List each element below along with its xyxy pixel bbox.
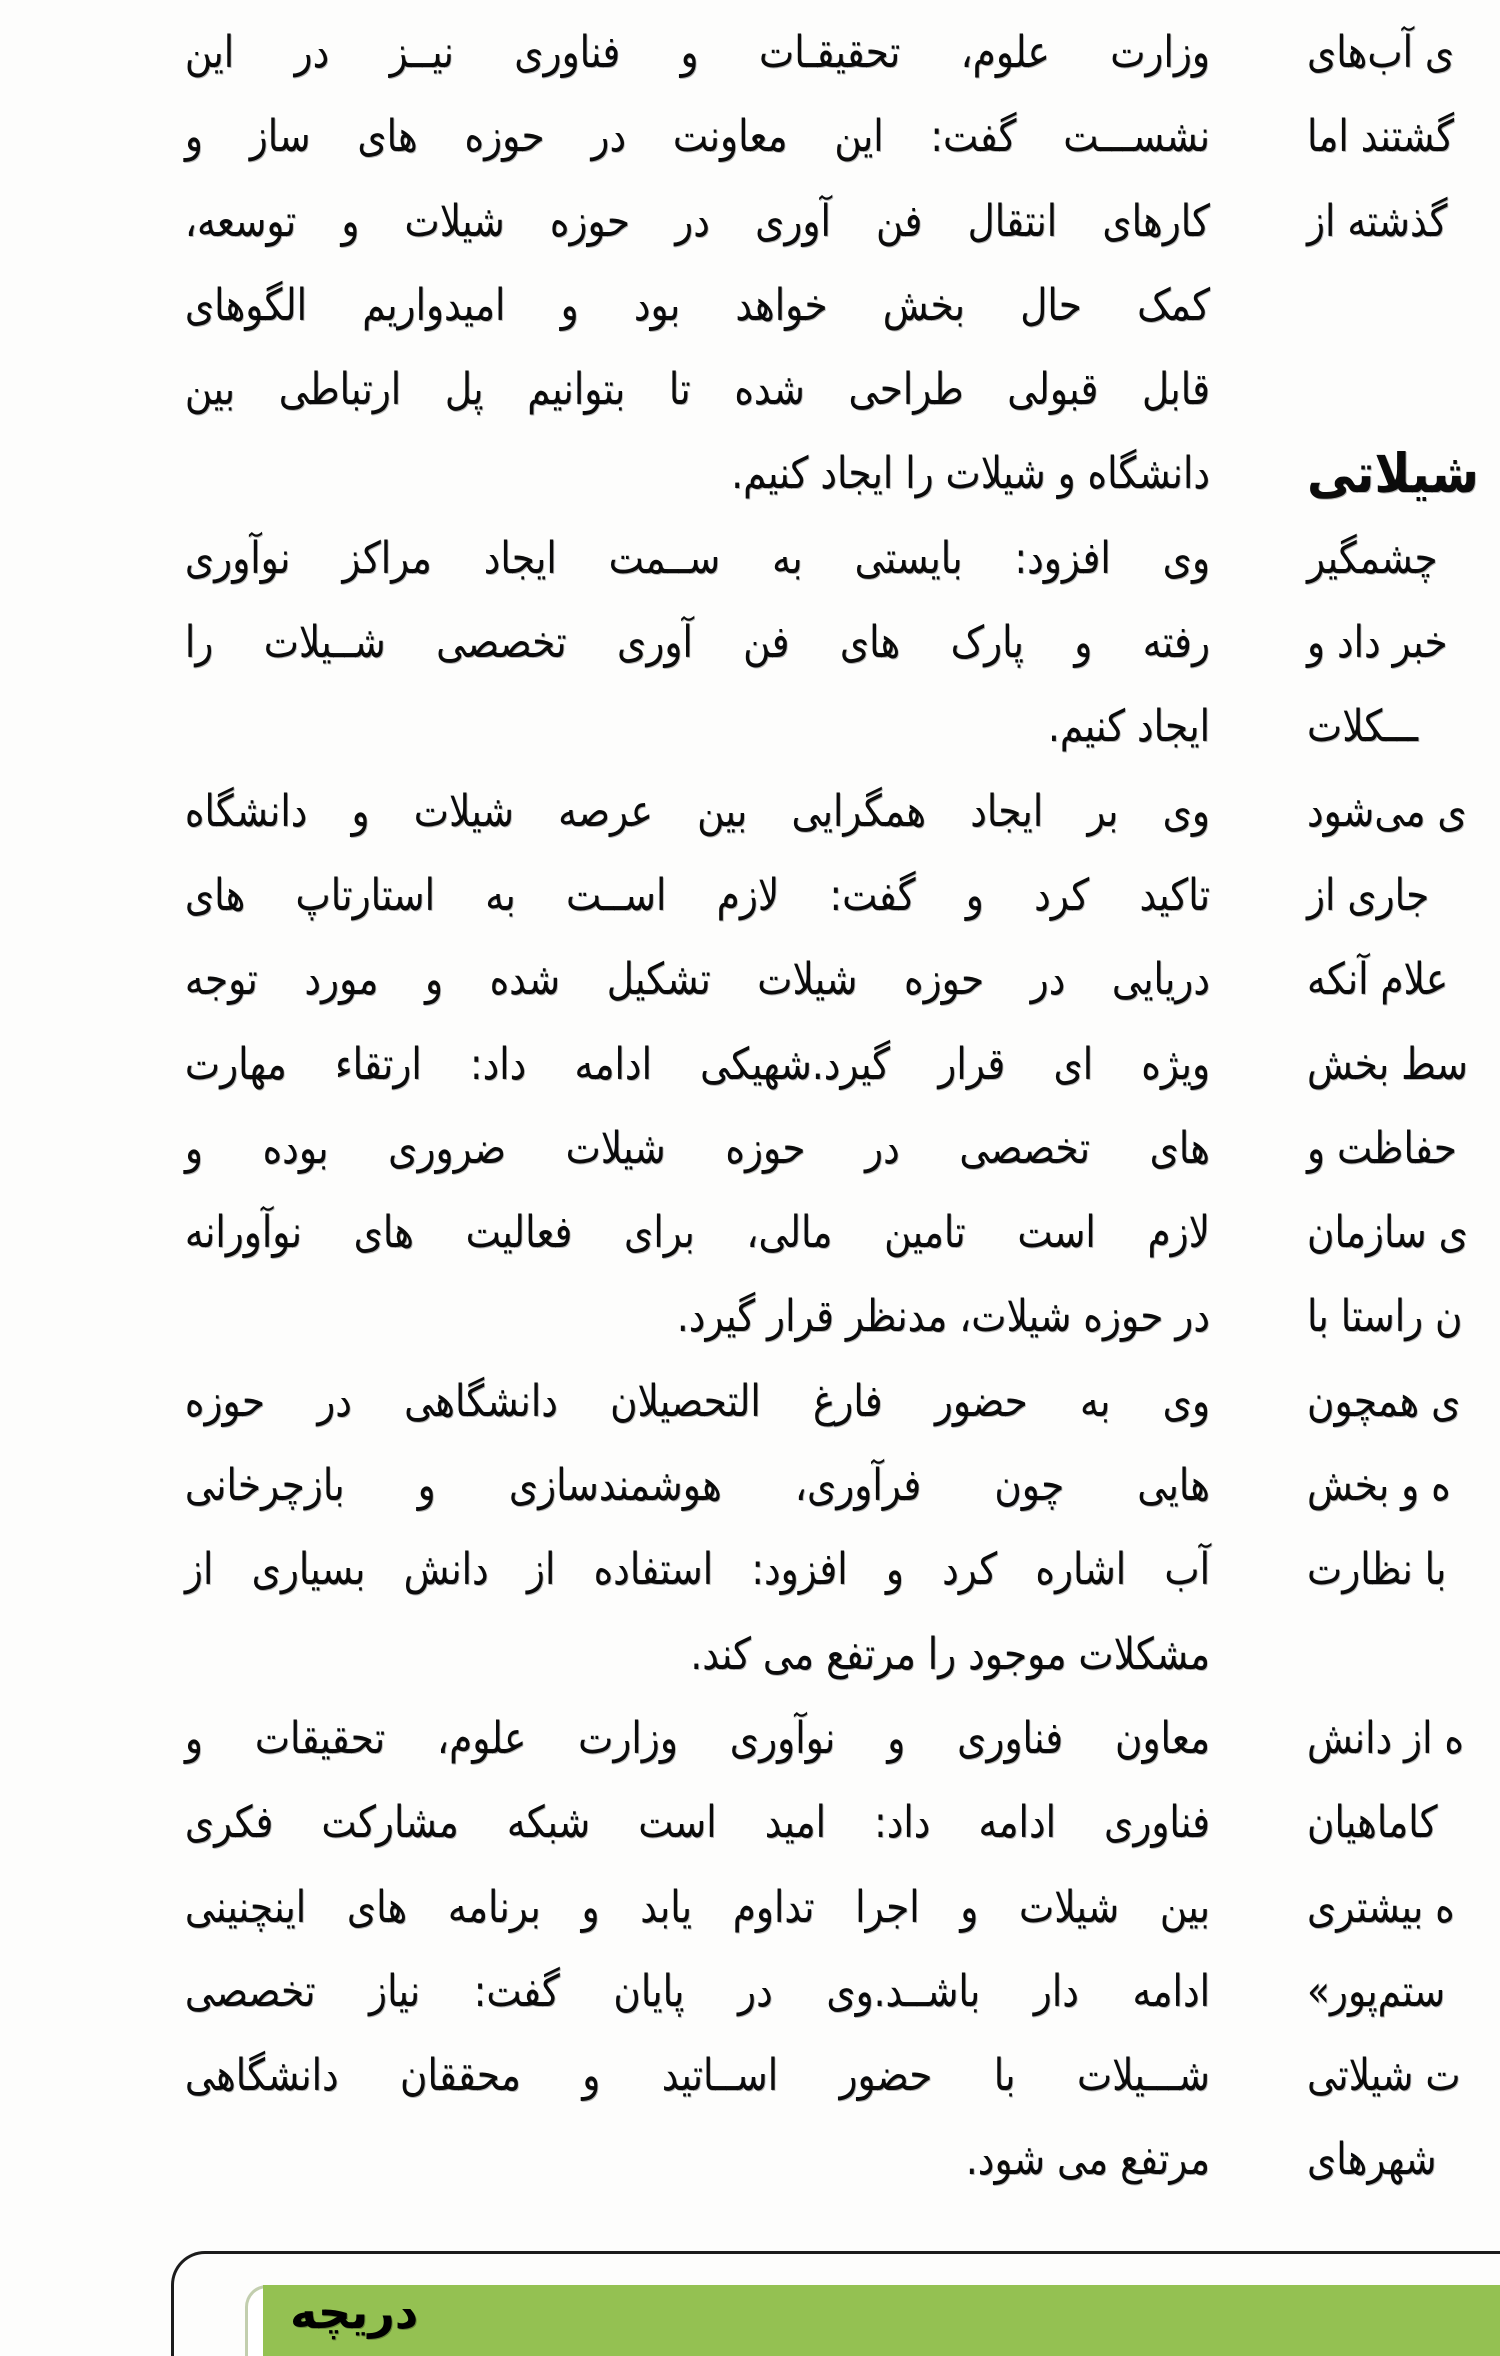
text-line: ه از دانش bbox=[1307, 1712, 1464, 1764]
text-line: حفاظت و bbox=[1307, 1122, 1457, 1174]
text-line: سط بخش bbox=[1307, 1038, 1468, 1090]
article-main-column bbox=[4, 11, 1210, 2203]
text-line: در حوزه شیلات، مدنظر قرار گیرد. bbox=[676, 1291, 1210, 1343]
text-line: آب اشاره کرد و افزود: استفاده از دانش بسیاری از bbox=[184, 1544, 1210, 1596]
text-line: وزارت علوم، تحقیقـات و فناوری نیــز در این bbox=[184, 27, 1210, 78]
text-line: شـــیلات با حضور اســاتید و محققان دانشگاهی bbox=[184, 2050, 1210, 2102]
text-line: دانشگاه و شیلات را ایجاد کنیم. bbox=[731, 448, 1210, 500]
text-line: مشکلات موجود را مرتفع می کند. bbox=[690, 1628, 1210, 1680]
text-line: گذشته از bbox=[1307, 195, 1448, 247]
text-line: جاری از bbox=[1307, 869, 1430, 921]
text-line: ه و بخش bbox=[1307, 1460, 1451, 1512]
blank-line bbox=[1307, 348, 1500, 432]
text-line: خبر داد و bbox=[1307, 617, 1448, 669]
text-line: دریایی در حوزه شیلات تشکیل شده و مورد توجه bbox=[184, 954, 1210, 1006]
text-line: شهرهای bbox=[1307, 2134, 1437, 2186]
text-line: وی افزود: بایستی به ســمت ایجاد مراکز نوآوری bbox=[184, 532, 1210, 584]
text-line: ستم‌پور» bbox=[1307, 1965, 1446, 2017]
text-line: کارهای انتقال فن آوری در حوزه شیلات و توسعه، bbox=[184, 195, 1210, 247]
text-line: ویژه ای قرار گیرد.شهیکی ادامه داد: ارتقاء مهارت bbox=[184, 1038, 1210, 1090]
text-line: ن راستا با bbox=[1307, 1291, 1463, 1343]
box-header-bar bbox=[245, 2285, 1500, 2356]
text-line: ت شیلاتی bbox=[1307, 2050, 1461, 2102]
text-line: نشســـت گفت: این معاونت در حوزه های ساز و bbox=[184, 111, 1210, 163]
text-line: کمک حال بخش خواهد بود و امیدواریم الگوهای bbox=[184, 279, 1210, 331]
text-line: گشتند اما bbox=[1307, 111, 1455, 163]
text-line: فناوری ادامه داد: امید است شبکه مشارکت فکری bbox=[184, 1797, 1210, 1849]
box-title: دریچه bbox=[290, 2285, 419, 2339]
box-header-fill bbox=[263, 2285, 1500, 2356]
text-line: وی بر ایجاد همگرایی بین عرصه شیلات و دانشگاه bbox=[184, 785, 1210, 837]
text-line: ی آب‌های bbox=[1307, 27, 1455, 78]
text-line: ی سازمان bbox=[1307, 1207, 1468, 1259]
text-line: ـــکلات bbox=[1307, 701, 1419, 753]
text-line: معاون فناوری و نوآوری وزارت علوم، تحقیقات و bbox=[184, 1712, 1210, 1764]
text-line: با نظارت bbox=[1307, 1544, 1447, 1596]
text-line: هایی چون فرآوری، هوشمندسازی و بازچرخانی bbox=[184, 1460, 1210, 1512]
text-line: قابل قبولی طراحی شده تا بتوانیم پل ارتباطی بین bbox=[184, 364, 1210, 416]
blank-line bbox=[1307, 264, 1500, 348]
text-line: رفته و پارک های فن آوری تخصصی شــیلات را bbox=[184, 617, 1210, 669]
article-adjacent-column bbox=[1307, 11, 1500, 2203]
text-line: بین شیلات و اجرا تداوم یابد و برنامه های اینچنینی bbox=[184, 1881, 1210, 1933]
text-line: ادامه دار باشــد.وی در پایان گفت: نیاز تخصصی bbox=[184, 1965, 1210, 2017]
text-line: وی به حضور فارغ التحصیلان دانشگاهی در حوزه bbox=[184, 1375, 1210, 1427]
text-line: کاماهیان bbox=[1307, 1797, 1438, 1849]
text-line: لازم است تامین مالی، برای فعالیت های نوآورانه bbox=[184, 1207, 1210, 1259]
text-line: علام آنکه bbox=[1307, 954, 1449, 1006]
text-line: ایجاد کنیم. bbox=[1047, 701, 1210, 753]
text-line: ی می‌شود bbox=[1307, 785, 1467, 837]
blank-line bbox=[1307, 1613, 1500, 1697]
text-line: های تخصصی در حوزه شیلات ضروری بوده و bbox=[184, 1122, 1210, 1174]
text-line: ه بیشتری bbox=[1307, 1881, 1455, 1933]
text-line: ی همچون bbox=[1307, 1375, 1461, 1427]
text-line: چشمگیر bbox=[1307, 532, 1438, 584]
section-heading: شیلاتی bbox=[1307, 442, 1479, 506]
text-line: مرتفع می شود. bbox=[965, 2134, 1210, 2186]
text-line: تاکید کرد و گفت: لازم اســت به استارتاپ های bbox=[184, 869, 1210, 921]
